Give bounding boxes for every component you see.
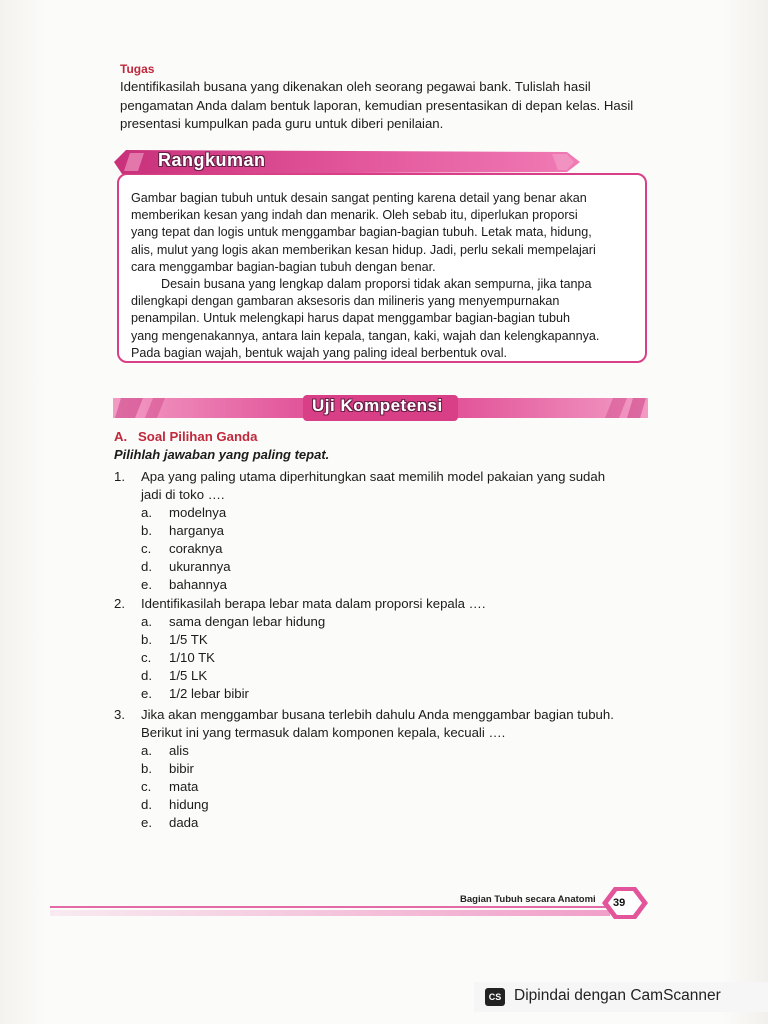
option-letter: a. bbox=[141, 505, 152, 520]
option-letter: c. bbox=[141, 541, 152, 556]
footer-chapter-title: Bagian Tubuh secara Anatomi bbox=[460, 894, 596, 905]
tugas-line: Identifikasilah busana yang dikenakan oleh seorang pegawai bank. Tulislah hasil bbox=[120, 79, 591, 94]
option-c bbox=[141, 540, 223, 558]
option-text: modelnya bbox=[169, 505, 227, 520]
option-text: 1/10 TK bbox=[169, 650, 215, 665]
section-a-heading bbox=[114, 429, 257, 444]
rangkuman-line: memberikan kesan yang indah dan menarik. Oleh sebab itu, diperlukan proporsi bbox=[131, 208, 578, 223]
option-a bbox=[141, 613, 325, 631]
tugas-body bbox=[120, 78, 650, 134]
option-letter: d. bbox=[141, 559, 152, 574]
question-number: 1. bbox=[114, 469, 125, 484]
option-e bbox=[141, 814, 198, 832]
tugas-line: pengamatan Anda dalam bentuk laporan, kemudian presentasikan di depan kelas. Hasil bbox=[120, 97, 634, 113]
camscanner-text: Dipindai dengan CamScanner bbox=[514, 987, 721, 1004]
option-letter: e. bbox=[141, 686, 152, 701]
rangkuman-text bbox=[131, 190, 639, 362]
option-letter: d. bbox=[141, 797, 152, 812]
rangkuman-line: yang mengenakannya, antara lain kepala, tangan, kaki, wajah dan kelengkapannya. bbox=[131, 328, 600, 343]
rangkuman-line: yang tepat dan logis untuk menggambar bagian-bagian tubuh. Letak mata, hidung, bbox=[131, 225, 592, 240]
instruction: Pilihlah jawaban yang paling tepat. bbox=[114, 447, 330, 462]
option-text: 1/2 lebar bibir bbox=[169, 686, 249, 701]
option-letter: b. bbox=[141, 632, 152, 647]
section-number: A. bbox=[114, 429, 128, 444]
option-a bbox=[141, 504, 226, 522]
option-b bbox=[141, 631, 208, 649]
option-text: dada bbox=[169, 815, 199, 830]
rangkuman-line: cara menggambar bagian-bagian tubuh dengan benar. bbox=[131, 259, 436, 274]
option-letter: b. bbox=[141, 523, 152, 538]
uji-kompetensi-title: Uji Kompetensi bbox=[312, 396, 443, 415]
question-text: Apa yang paling utama diperhitungkan saat memilih model pakaian yang sudah bbox=[141, 469, 606, 484]
option-text: sama dengan lebar hidung bbox=[169, 614, 326, 629]
question-number: 2. bbox=[114, 596, 125, 611]
option-b bbox=[141, 522, 224, 540]
option-letter: c. bbox=[141, 650, 152, 665]
rangkuman-line: dilengkapi dengan gambaran aksesoris dan milineris yang menyempurnakan bbox=[131, 294, 560, 309]
question-text: Identifikasilah berapa lebar mata dalam proporsi kepala …. bbox=[141, 596, 486, 611]
option-b bbox=[141, 760, 194, 778]
option-d bbox=[141, 667, 207, 685]
section-title: Soal Pilihan Ganda bbox=[138, 429, 258, 444]
option-text: 1/5 LK bbox=[169, 668, 208, 683]
option-letter: a. bbox=[141, 743, 152, 758]
rangkuman-line: Gambar bagian tubuh untuk desain sangat penting karena detail yang benar akan bbox=[131, 191, 587, 205]
option-letter: a. bbox=[141, 614, 152, 629]
rangkuman-line: alis, mulut yang logis akan memberikan kesan hidup. Jadi, perlu sekali mempelajari bbox=[131, 242, 596, 257]
tugas-title: Tugas bbox=[120, 62, 155, 76]
option-text: coraknya bbox=[169, 541, 223, 556]
rangkuman-title: Rangkuman bbox=[158, 150, 266, 170]
question-text: Jika akan menggambar busana terlebih dahulu Anda menggambar bagian tubuh. bbox=[141, 707, 614, 722]
option-e bbox=[141, 685, 249, 703]
footer-rule bbox=[50, 906, 610, 908]
option-letter: c. bbox=[141, 779, 152, 794]
rangkuman-line: Desain busana yang lengkap dalam proporsi tidak akan sempurna, jika tanpa bbox=[161, 277, 592, 292]
rangkuman-line: penampilan. Untuk melengkapi harus dapat menggambar bagian-bagian tubuh bbox=[131, 311, 570, 326]
question-text: Berikut ini yang termasuk dalam komponen kepala, kecuali …. bbox=[141, 725, 506, 740]
option-text: bibir bbox=[169, 761, 194, 776]
option-text: alis bbox=[169, 743, 189, 758]
question-number: 3. bbox=[114, 707, 125, 722]
option-e bbox=[141, 576, 227, 594]
camscanner-logo: CS bbox=[485, 988, 505, 1006]
option-letter: e. bbox=[141, 577, 152, 592]
option-text: ukurannya bbox=[169, 559, 231, 574]
option-text: hidung bbox=[169, 797, 209, 812]
page-number: 39 bbox=[613, 897, 626, 909]
option-c bbox=[141, 778, 198, 796]
option-d bbox=[141, 796, 209, 814]
option-a bbox=[141, 742, 189, 760]
option-letter: d. bbox=[141, 668, 152, 683]
footer-band bbox=[50, 910, 610, 916]
option-text: bahannya bbox=[169, 577, 227, 592]
option-letter: b. bbox=[141, 761, 152, 776]
question-text: jadi di toko …. bbox=[141, 487, 225, 502]
option-text: harganya bbox=[169, 523, 224, 538]
rangkuman-line: Pada bagian wajah, bentuk wajah yang paling ideal berbentuk oval. bbox=[131, 345, 507, 360]
tugas-line: presentasi kumpulkan pada guru untuk diberi penilaian. bbox=[120, 116, 444, 131]
option-text: 1/5 TK bbox=[169, 632, 208, 647]
option-c bbox=[141, 649, 215, 667]
option-text: mata bbox=[169, 779, 199, 794]
option-d bbox=[141, 558, 231, 576]
option-letter: e. bbox=[141, 815, 152, 830]
